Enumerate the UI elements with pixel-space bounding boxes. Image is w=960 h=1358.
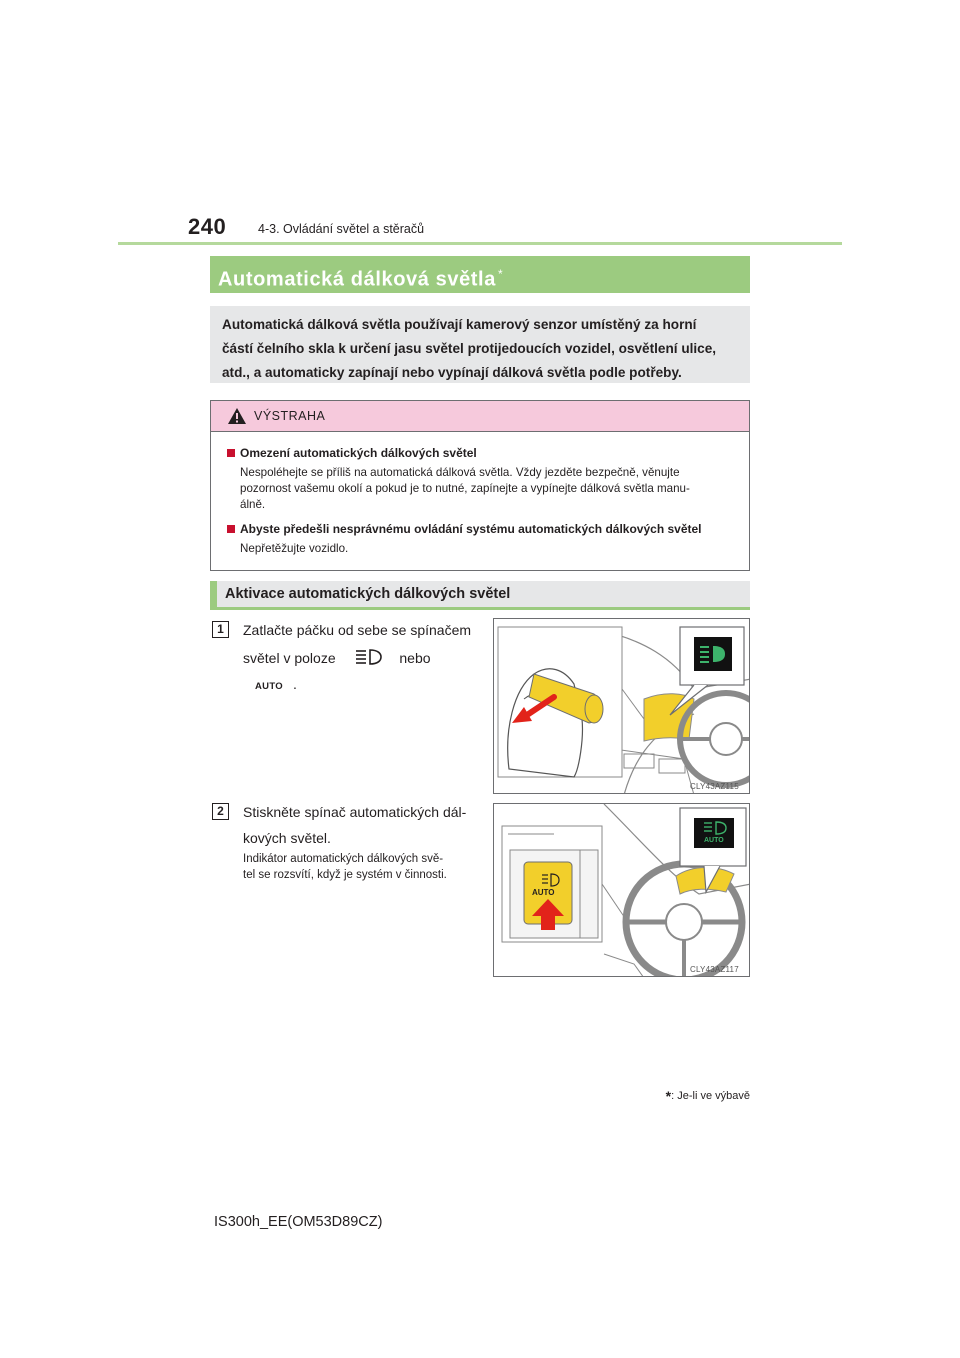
footer-model-code: IS300h_EE(OM53D89CZ) [214,1214,383,1230]
red-square-bullet-icon [227,525,235,533]
intro-box [210,306,750,383]
footnote-text: : Je-li ve výbavě [671,1090,750,1102]
indicator-auto-label: AUTO [704,837,724,844]
step-note [243,851,483,883]
auto-switch-label: AUTO [255,681,283,692]
step-number: 1 [212,621,229,638]
figure-code: CLY43AZ115 [690,782,739,791]
footnote-marker: * [665,1088,672,1104]
option-marker: * [497,267,504,281]
warning-item-title [227,521,739,537]
button-auto-label: AUTO [532,888,555,897]
warning-text-line: Nepřetěžujte vozidlo. [240,542,349,555]
warning-triangle-icon [227,407,247,425]
step-text [243,617,487,700]
warning-body [211,432,749,557]
intro-line: atd., a automaticky zapínají nebo vypínají dálková světla podle potřeby. [222,365,682,380]
warning-header [211,401,749,432]
header-divider [118,242,842,245]
headlight-high-beam-icon [354,647,384,667]
step-number: 2 [212,803,229,820]
warning-box [210,400,750,571]
intro-line: částí čelního skla k určení jasu světel protijedoucích vozidel, osvětlení ulice, [222,341,717,356]
warning-title: VÝSTRAHA [254,409,326,423]
figure-button [493,803,750,977]
step-text-line [243,645,487,700]
step-note-line: tel se rozsvítí, když je systém v činnosti. [243,869,447,881]
red-square-bullet-icon [227,449,235,457]
figure-code: CLY43AZ117 [690,965,739,974]
lever-illustration [494,619,750,794]
intro-line: Automatická dálková světla používají kamerový senzor umístěný za horní [222,317,697,332]
main-heading [210,256,750,293]
page-number: 240 [188,214,227,239]
warning-item-text [227,541,739,557]
footnote [626,1088,750,1104]
figure-lever [493,618,750,794]
warning-item-text [227,465,739,513]
step-text-fragment: světel v poloze [243,650,336,666]
warning-item-title [227,445,739,461]
subheading: Aktivace automatických dálkových světel [210,581,750,610]
warning-text-line: álně. [240,498,266,511]
step-text-fragment: . [292,676,297,692]
section-title: 4-3. Ovládání světel a stěračů [258,222,425,236]
warning-item-title-text: Omezení automatických dálkových světel [240,446,477,460]
step-text-line: Stiskněte spínač automatických dál- [243,804,467,820]
step-text [243,799,479,851]
main-heading-text: Automatická dálková světla [218,268,496,291]
step-note-line: Indikátor automatických dálkových svě- [243,853,444,865]
step-text-line: kových světel. [243,830,331,846]
warning-text-line: pozornost vašemu okolí a pokud je to nutné, zapínejte a vypínejte dálková světla manu- [240,482,690,495]
step-text-fragment: nebo [399,650,431,666]
warning-text-line: Nespoléhejte se příliš na automatická dálková světla. Vždy jezděte bezpečně, věnujte [240,466,680,479]
warning-item-title-text: Abyste předešli nesprávnému ovládání systému automatických dálkových světel [240,522,702,536]
step-text-line: Zatlačte páčku od sebe se spínačem [243,622,472,638]
